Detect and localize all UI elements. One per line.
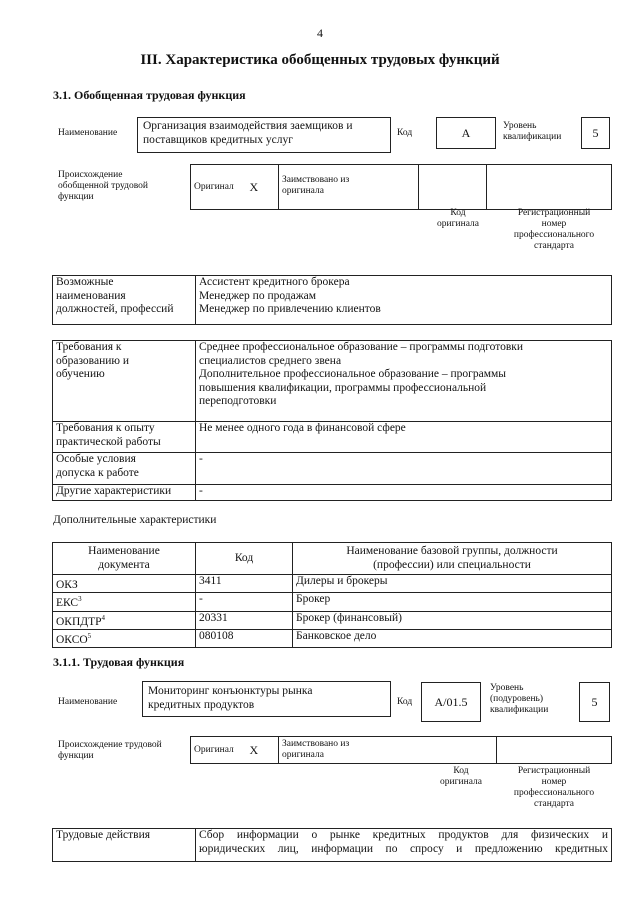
header-line: Наименование базовой группы, должности: [346, 545, 558, 557]
gtf-origin-line: функции: [58, 192, 94, 202]
req-label-line: образованию и: [56, 354, 129, 367]
extra-code-cell: 3411: [196, 575, 293, 593]
header-line: документа: [98, 558, 150, 571]
positions-label-line: наименования: [56, 289, 126, 302]
gtf-name-box: [137, 117, 391, 153]
gtf-origin-line: Происхождение: [58, 170, 123, 180]
extra-doc-cell: [53, 575, 196, 593]
gtf-name-line: Организация взаимодействия заемщиков и: [143, 120, 353, 132]
gtf-level-label-line: Уровень: [503, 121, 537, 131]
section-title: III. Характеристика обобщенных трудовых функций: [140, 52, 500, 68]
requirements-table: [52, 340, 612, 501]
caption-line: Регистрационный: [517, 766, 591, 776]
tf-code-original-cell: [419, 737, 497, 764]
tf-name-line: кредитных продуктов: [148, 698, 255, 711]
req-education-value: [196, 341, 612, 422]
extra-code-cell: 080108: [196, 629, 293, 647]
extra-code-cell: -: [196, 593, 293, 611]
gtf-name-line: поставщиков кредитных услуг: [143, 133, 293, 146]
gtf-heading: 3.1. Обобщенная трудовая функция: [53, 88, 246, 102]
req-label-line: Требования к опыту: [56, 422, 155, 434]
doc-name: ЕКС: [56, 597, 79, 610]
gtf-original-mark: X: [247, 165, 279, 210]
doc-name: ОКПДТР: [56, 615, 102, 628]
gtf-reg-number-cell: [487, 165, 612, 210]
tf-name-line: Мониторинг конъюнктуры рынка: [148, 685, 313, 697]
tf-origin-line: функции: [58, 751, 94, 761]
tf-level-box: 5: [579, 682, 610, 722]
req-other-value: -: [196, 485, 612, 501]
extra-doc-cell: [53, 629, 196, 647]
tf-code-label: Код: [397, 697, 413, 707]
req-value-line: Среднее профессиональное образование – программы подготовки: [199, 341, 524, 353]
req-label-line: допуска к работе: [56, 466, 139, 479]
doc-footnote: 3: [78, 595, 82, 604]
extra-name-cell: Дилеры и брокеры: [293, 575, 612, 593]
position-item: Менеджер по продажам: [199, 289, 317, 302]
extra-doc-cell: [53, 611, 196, 629]
labor-actions-value: [196, 829, 612, 862]
gtf-original-label: Оригинал: [191, 165, 247, 210]
req-label-line: обучению: [56, 368, 105, 380]
extra-doc-cell: [53, 593, 196, 611]
caption-line: стандарта: [534, 799, 574, 809]
gtf-origin-label: [58, 170, 148, 203]
positions-label-line: должностей, профессий: [56, 303, 174, 315]
req-special-value: -: [196, 453, 612, 485]
header-line: Наименование: [88, 545, 160, 557]
tf-heading: 3.1.1. Трудовая функция: [53, 655, 185, 669]
gtf-level-label: [503, 121, 561, 143]
header-line: (профессии) или специальности: [373, 558, 531, 571]
caption-line: Регистрационный: [517, 208, 591, 218]
labor-actions-label: Трудовые действия: [53, 829, 196, 862]
tf-code-box: А/01.5: [421, 682, 481, 722]
caption-line: оригинала: [440, 777, 482, 787]
extra-header-name: [293, 543, 612, 575]
gtf-level-box: 5: [581, 117, 610, 149]
req-value-line: специалистов среднего звена: [199, 354, 342, 367]
tf-level-label: [490, 683, 548, 716]
labor-action-line: Сбор информации о рынке кредитных продуктов для физических и: [199, 829, 608, 841]
extra-name-cell: Брокер: [293, 593, 612, 611]
extra-header-doc: [53, 543, 196, 575]
tf-origin-line: Происхождение трудовой: [58, 740, 162, 750]
caption-line: Код: [450, 208, 466, 218]
tf-borrowed-line: оригинала: [282, 750, 324, 760]
req-value-line: переподготовки: [199, 395, 277, 407]
labor-action-line: юридических лиц, информации по спросу и предложению кредитных: [199, 842, 608, 855]
tf-name-box: [142, 681, 391, 717]
extra-code-cell: 20331: [196, 611, 293, 629]
gtf-code-original-caption: [425, 208, 491, 230]
gtf-level-label-line: квалификации: [503, 132, 562, 142]
req-value-line: Дополнительное профессиональное образование – программы: [199, 368, 506, 380]
req-experience-label: [53, 422, 196, 453]
positions-table: [52, 275, 612, 325]
gtf-code-original-cell: [419, 165, 487, 210]
doc-name: ОКЗ: [56, 578, 78, 591]
doc-name: ОКСО: [56, 633, 88, 646]
req-label-line: Особые условия: [56, 453, 136, 465]
caption-line: профессионального: [513, 788, 595, 798]
caption-line: оригинала: [437, 219, 479, 229]
gtf-borrowed-label: [279, 165, 419, 210]
tf-origin-label: [58, 740, 162, 762]
extra-name-cell: Банковское дело: [293, 629, 612, 647]
req-value-line: повышения квалификации, программы профессиональной: [199, 381, 487, 394]
tf-name-label: Наименование: [58, 697, 118, 707]
tf-origin-table: [190, 736, 612, 764]
positions-label: [53, 276, 196, 325]
extra-name-cell: Брокер (финансовый): [293, 611, 612, 629]
req-special-label: [53, 453, 196, 485]
caption-line: стандарта: [534, 241, 574, 251]
tf-original-label: Оригинал: [191, 737, 247, 764]
position-item: Менеджер по привлечению клиентов: [199, 303, 381, 315]
gtf-reg-number-caption: [495, 208, 613, 252]
page-number: 4: [317, 26, 323, 40]
gtf-origin-line: обобщенной трудовой: [58, 181, 148, 191]
tf-level-label-line: квалификации: [490, 705, 549, 715]
positions-label-line: Возможные: [56, 276, 114, 288]
positions-list: [196, 276, 612, 325]
req-experience-value: Не менее одного года в финансовой сфере: [196, 422, 612, 453]
tf-level-label-line: (подуровень): [490, 694, 544, 704]
doc-footnote: 4: [101, 613, 106, 622]
tf-level-label-line: Уровень: [490, 683, 524, 693]
req-education-label: [53, 341, 196, 422]
tf-reg-number-caption: [495, 766, 613, 810]
caption-line: Код: [453, 766, 469, 776]
gtf-borrowed-line: Заимствовано из: [282, 175, 350, 185]
extra-title: Дополнительные характеристики: [53, 514, 217, 526]
gtf-code-box: А: [436, 117, 496, 149]
caption-line: профессионального: [513, 230, 595, 240]
extra-header-code: Код: [196, 543, 293, 575]
extra-table: [52, 542, 612, 648]
labor-actions-table: [52, 828, 612, 862]
tf-borrowed-line: Заимствовано из: [282, 739, 350, 749]
tf-original-mark: X: [247, 737, 279, 764]
gtf-borrowed-line: оригинала: [282, 186, 324, 196]
gtf-name-label: Наименование: [58, 128, 118, 138]
tf-borrowed-label: [279, 737, 419, 764]
table-row: [53, 575, 612, 593]
table-row: [53, 629, 612, 647]
gtf-code-label: Код: [397, 128, 413, 138]
gtf-origin-table: [190, 164, 612, 210]
table-row: [53, 593, 612, 611]
caption-line: номер: [541, 777, 567, 787]
doc-footnote: 5: [87, 631, 92, 640]
tf-reg-number-cell: [497, 737, 612, 764]
caption-line: номер: [541, 219, 567, 229]
position-item: Ассистент кредитного брокера: [199, 276, 350, 288]
tf-code-original-caption: [428, 766, 494, 788]
table-row: [53, 611, 612, 629]
req-label-line: Требования к: [56, 341, 122, 353]
req-other-label: Другие характеристики: [53, 485, 196, 501]
req-label-line: практической работы: [56, 435, 161, 448]
